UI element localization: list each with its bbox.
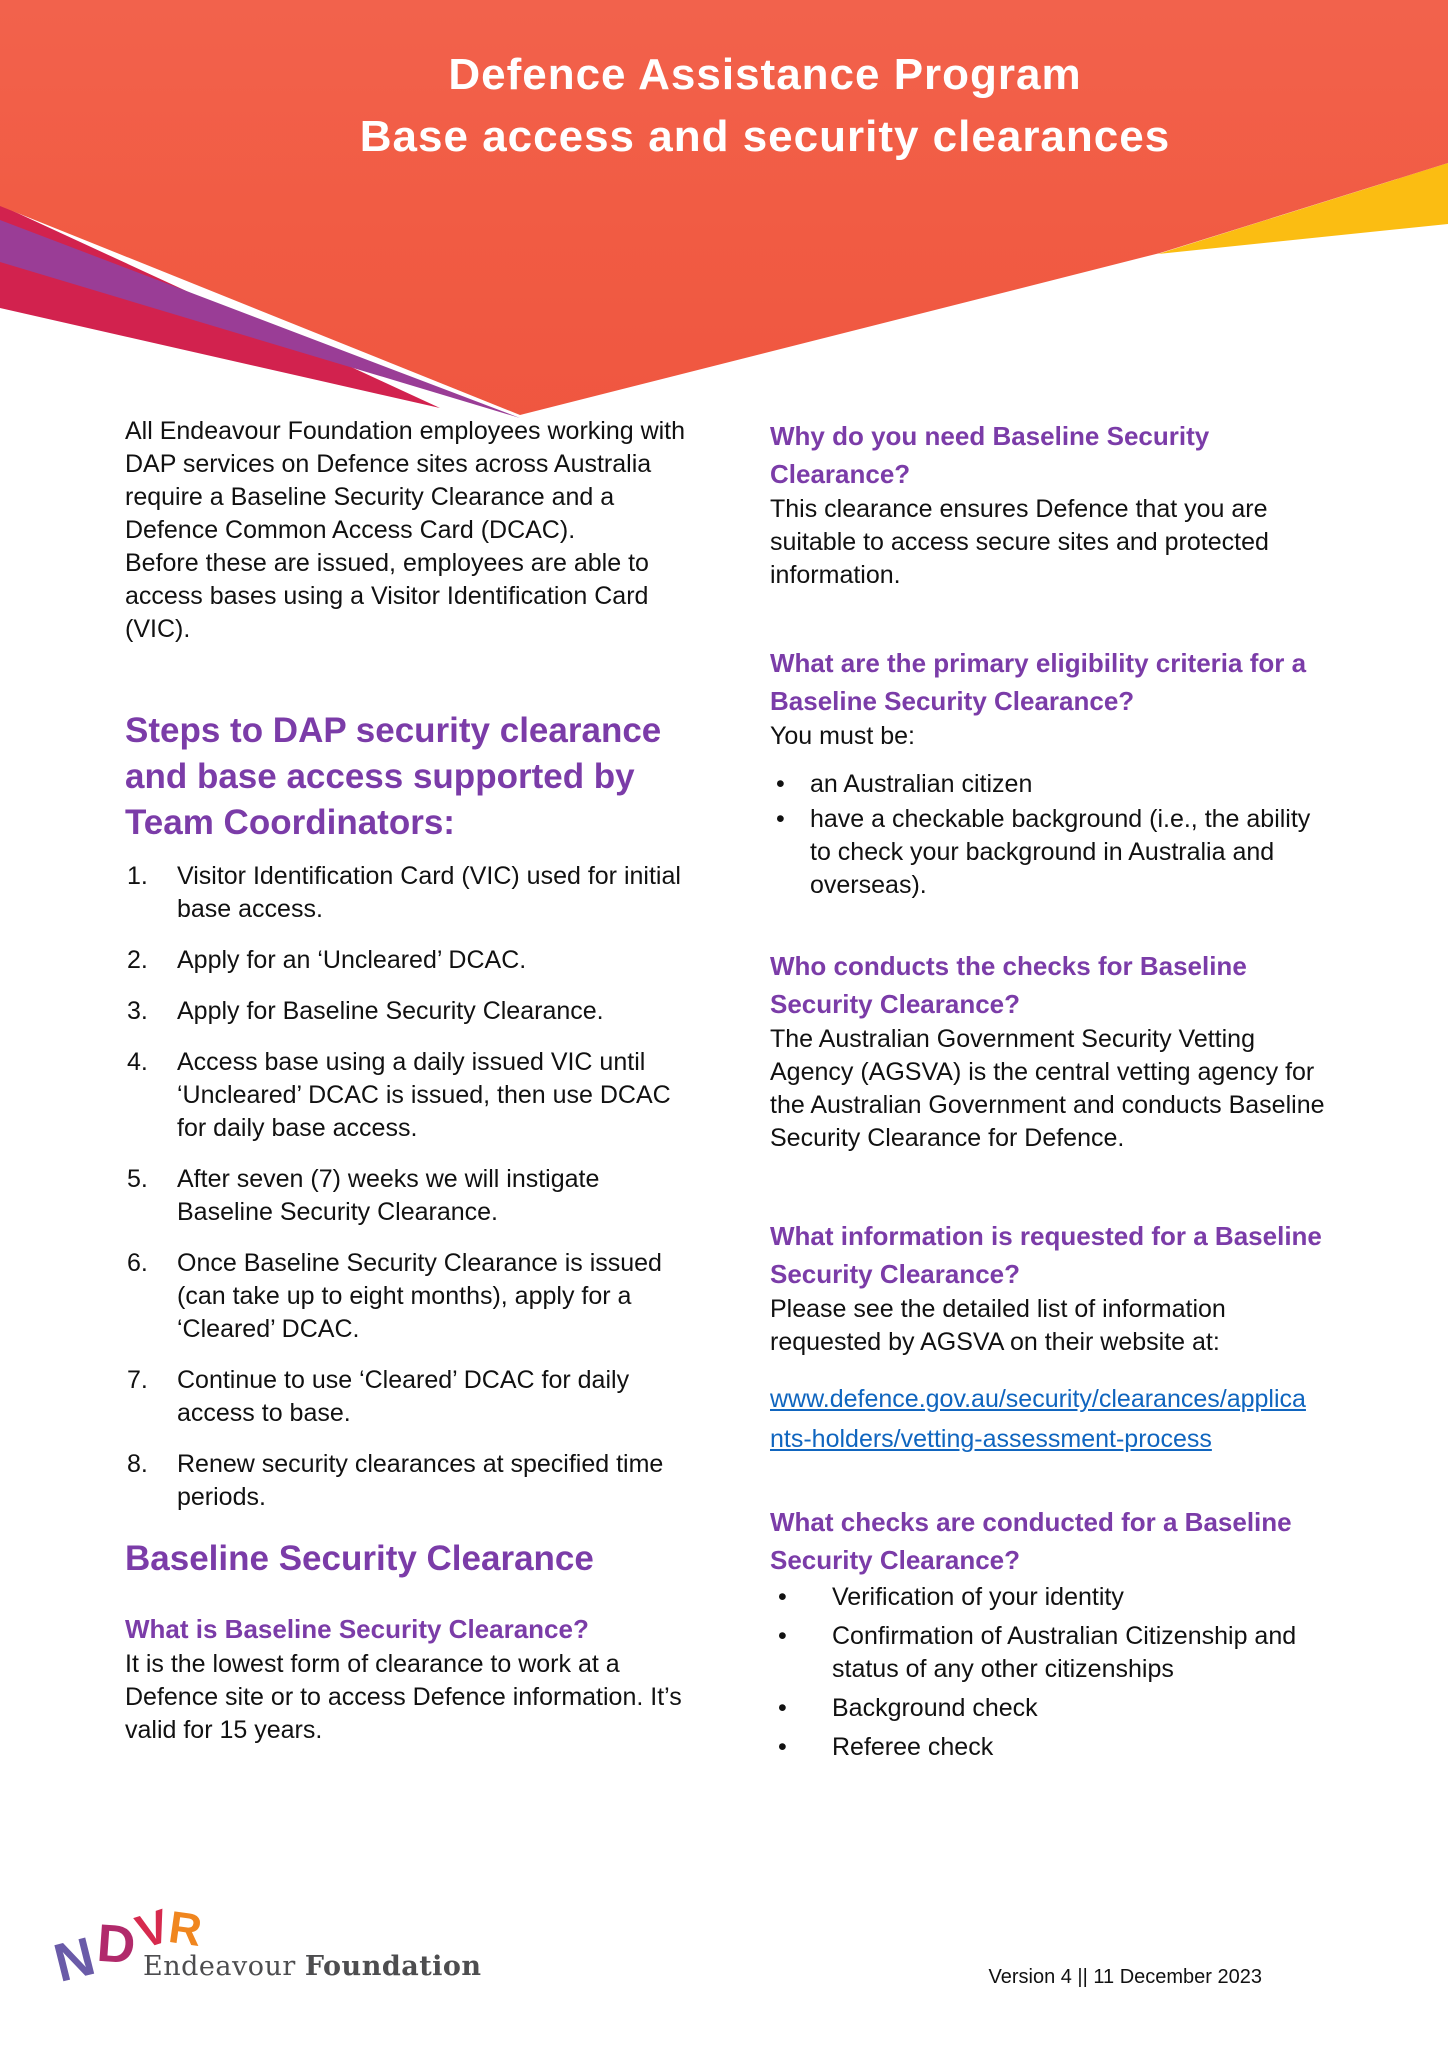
who-conducts-heading: Who conducts the checks for Baseline Security Clearance? [770, 951, 1247, 1019]
criteria-intro: You must be: [770, 722, 916, 750]
criteria-heading: What are the primary eligibility criteria for a Baseline Security Clearance? [770, 648, 1307, 716]
logo-letter-n: N [48, 1926, 101, 1994]
steps-list [125, 860, 692, 1514]
checks-bullet-1: • Verification of your identity [770, 1581, 1335, 1614]
step-item-1: Visitor Identification Card (VIC) used for initial base access. [177, 862, 681, 923]
step-item-3: Apply for Baseline Security Clearance. [177, 997, 604, 1025]
banner-title-line2: Base access and security clearances [359, 112, 1171, 161]
banner-title [82, 44, 1448, 168]
logo-wordmark [143, 1951, 482, 1982]
intro-paragraph-2: Before these are issued, employees are able to access bases using a Visitor Identification Card (VIC). [125, 549, 649, 643]
checks-bullet-2: • Confirmation of Australian Citizenship and status of any other citizenships [770, 1620, 1335, 1686]
content-columns [0, 415, 1448, 1764]
checks-heading: What checks are conducted for a Baseline Security Clearance? [770, 1507, 1292, 1575]
why-heading: Why do you need Baseline Security Clearance? [770, 421, 1210, 489]
criteria-bullet-2: • have a checkable background (i.e., the ability to check your background in Australia and overseas). [770, 803, 1335, 902]
steps-heading: Steps to DAP security clearance and base access supported by Team Coordinators: [125, 711, 662, 842]
step-item-6: Once Baseline Security Clearance is issued (can take up to eight months), apply for a ‘Cleared’ DCAC. [177, 1249, 662, 1343]
right-column [770, 417, 1335, 1764]
logo-letter-r: R [165, 1900, 205, 1957]
step-item-2: Apply for an ‘Uncleared’ DCAC. [177, 946, 527, 974]
logo-letter-d: D [94, 1913, 138, 1976]
logo-wordmark-foundation: Foundation [304, 1951, 482, 1982]
criteria-bullet-1: • an Australian citizen [770, 768, 1335, 801]
info-requested-body: Please see the detailed list of information requested by AGSVA on their website at: [770, 1295, 1226, 1356]
left-column [125, 415, 692, 1764]
checks-bullet-4: • Referee check [770, 1731, 1335, 1764]
version-date-text: Version 4 || 11 December 2023 [988, 1966, 1262, 1988]
step-item-5: After seven (7) weeks we will instigate Baseline Security Clearance. [177, 1165, 600, 1226]
info-requested-heading: What information is requested for a Baseline Security Clearance? [770, 1221, 1322, 1289]
step-item-7: Continue to use ‘Cleared’ DCAC for daily access to base. [177, 1366, 630, 1427]
why-body: This clearance ensures Defence that you are suitable to access secure sites and protected information. [770, 495, 1269, 589]
agsva-vetting-link[interactable]: www.defence.gov.au/security/clearances/applicants-holders/vetting-assessment-process [770, 1385, 1306, 1453]
intro-paragraph-1: All Endeavour Foundation employees working with DAP services on Defence sites across Australia require a Baseline Security Clearance and a Defence Common Access Card (DCAC). [125, 417, 686, 544]
what-is-heading: What is Baseline Security Clearance? [125, 1614, 589, 1644]
endeavour-foundation-logo [48, 1898, 482, 2008]
what-is-body: It is the lowest form of clearance to work at a Defence site or to access Defence information. It’s valid for 15 years. [125, 1650, 682, 1744]
logo-letter-v: V [129, 1898, 176, 1959]
baseline-clearance-heading: Baseline Security Clearance [125, 1539, 594, 1578]
header-banner [0, 0, 1448, 415]
checks-bullet-3: • Background check [770, 1692, 1335, 1725]
logo-wordmark-endeavour: Endeavour [143, 1951, 305, 1982]
who-conducts-body: The Australian Government Security Vetting Agency (AGSVA) is the central vetting agency for the Australian Government and conducts Baseline Security Clearance for Defence. [770, 1025, 1325, 1152]
step-item-8: Renew security clearances at specified time periods. [177, 1450, 664, 1511]
criteria-bullet-list [770, 768, 1335, 902]
step-item-4: Access base using a daily issued VIC until ‘Uncleared’ DCAC is issued, then use DCAC for daily base access. [177, 1048, 671, 1142]
checks-bullet-list [770, 1581, 1335, 1764]
banner-title-line1: Defence Assistance Program [448, 50, 1082, 99]
